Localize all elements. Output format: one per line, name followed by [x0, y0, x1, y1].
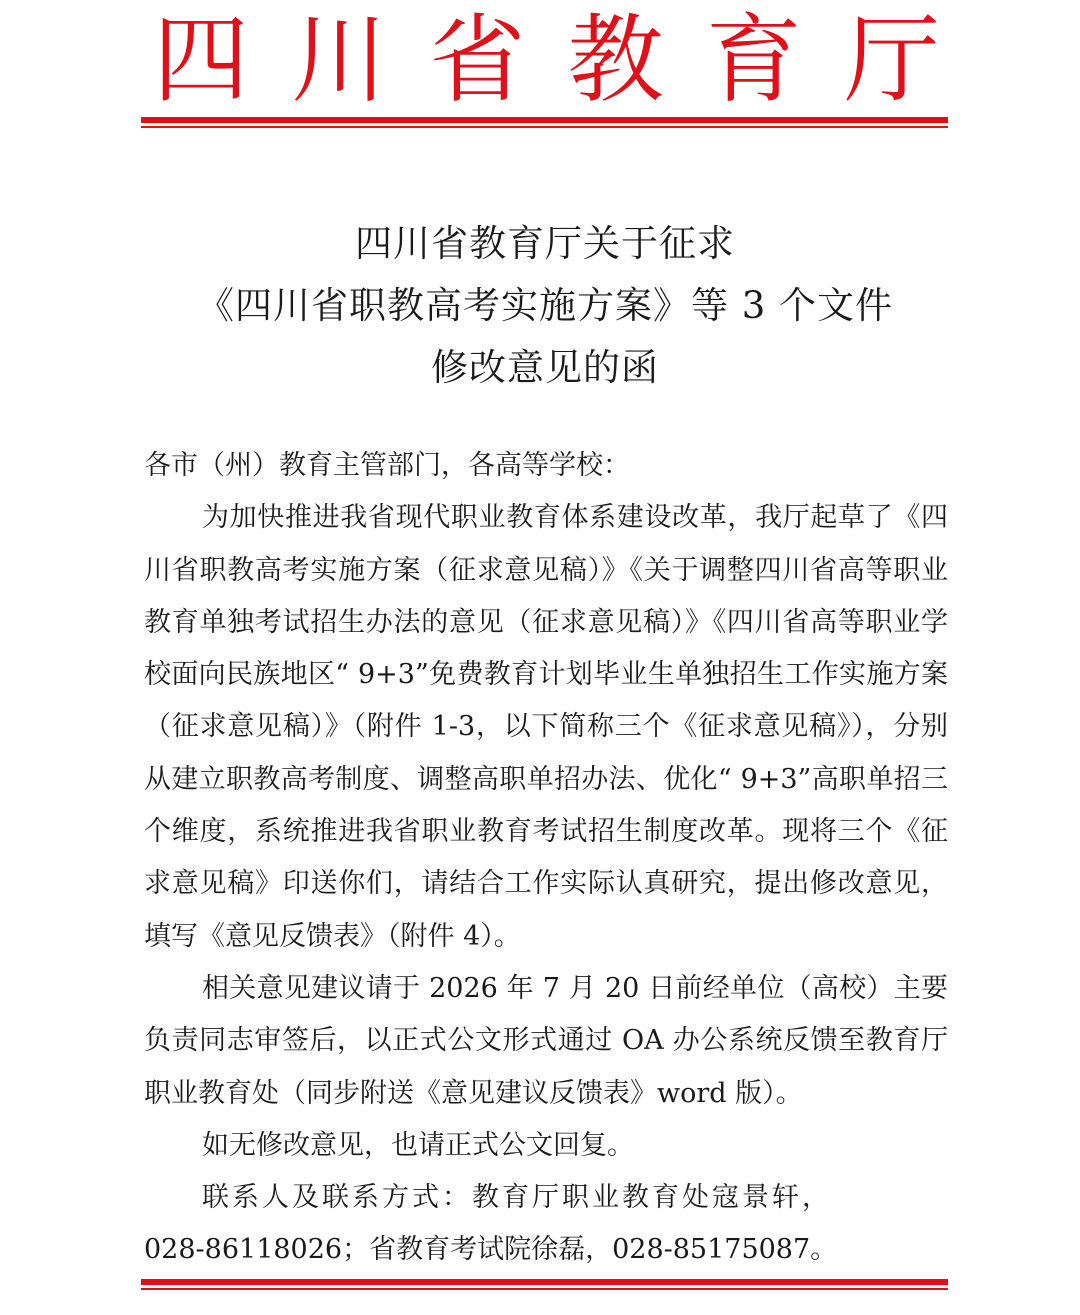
footer-divider	[141, 1279, 948, 1290]
paragraph-deadline: 相关意见建议请于 2026 年 7 月 20 日前经单位（高校）主要负责同志审签后，以正式公文形式通过 OA 办公系统反馈至教育厅职业教育处（同步附送《意见建议反馈表》word 版）。	[144, 972, 948, 1109]
document-body	[144, 440, 948, 1277]
paragraph-purpose: 为加快推进我省现代职业教育体系建设改革，我厅起草了《四川省职教高考实施方案（征求意见稿）》《关于调整四川省高等职业教育单独考试招生办法的意见（征求意见稿）》《四川省高等职业学校面向民族地区“ 9+3”免费教育计划毕业生单独招生工作实施方案（征求意见稿）》（附件 1-3，以下简称三个《征求意见稿》），分别从建立职教高考制度、调整高职单招办法、优化“ 9+3”高职单招三个维度，系统推进我省职业教育考试招生制度改革。现将三个《征求意见稿》印送你们，请结合工作实际认真研究，提出修改意见，填写《意见反馈表》（附件 4）。	[144, 502, 948, 952]
letterhead-char: 教	[567, 4, 664, 116]
title-line-2: 《四川省职教高考实施方案》等 3 个文件	[196, 284, 894, 327]
letterhead-char: 四	[153, 4, 249, 116]
letterhead-char: 川	[291, 4, 388, 116]
document-title	[100, 213, 990, 399]
title-line-3: 修改意见的函	[431, 346, 659, 389]
letterhead-char: 省	[429, 4, 526, 116]
paragraph-contacts-line-2: 028-86118026；省教育考试院徐磊，028-85175087。	[144, 1234, 838, 1266]
paragraph-contacts-line-1: 联系人及联系方式：教育厅职业教育处寇景轩，	[202, 1182, 832, 1214]
letterhead-title	[145, 4, 948, 116]
letterhead-char: 厅	[843, 4, 940, 116]
salutation: 各市（州）教育主管部门，各高等学校：	[144, 450, 630, 481]
paragraph-no-changes: 如无修改意见，也请正式公文回复。	[202, 1129, 634, 1161]
letterhead-char: 育	[705, 4, 802, 116]
title-line-1: 四川省教育厅关于征求	[355, 222, 735, 265]
letterhead-divider-top	[141, 117, 948, 128]
